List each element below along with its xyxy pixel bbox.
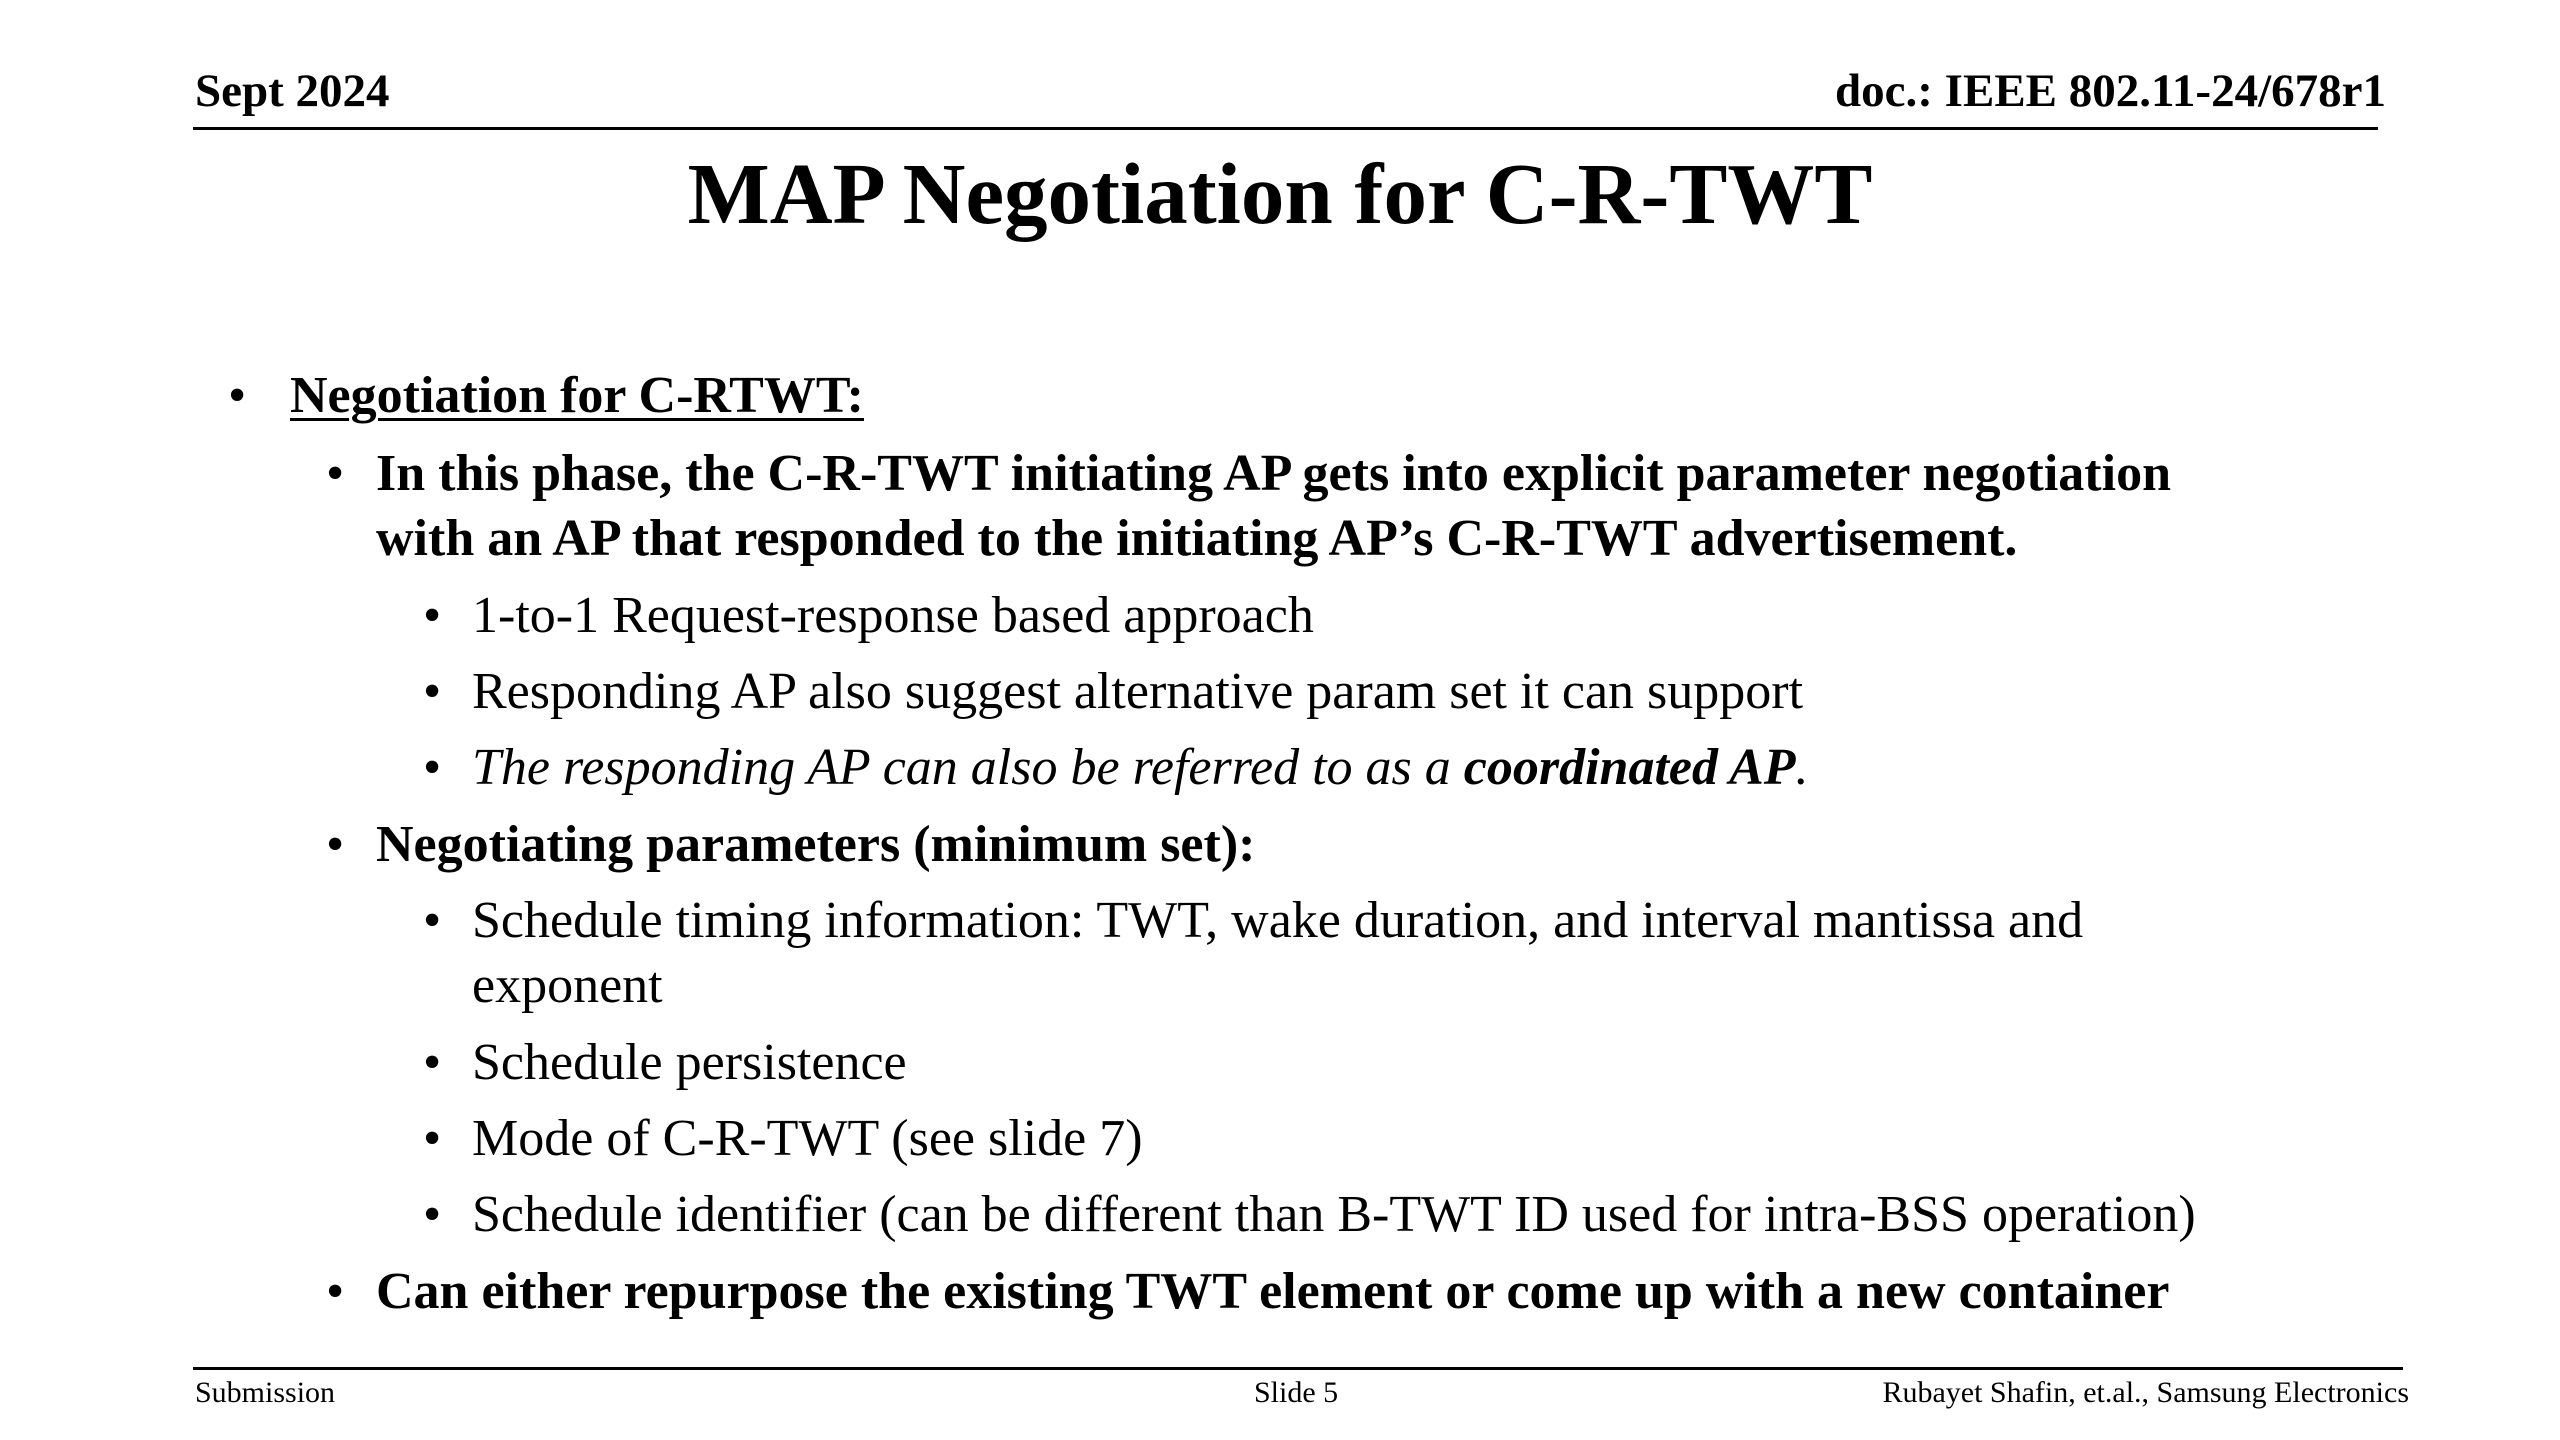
bullet-l3: • <box>423 892 442 949</box>
footer-author: Rubayet Shafin, et.al., Samsung Electronics <box>1882 1376 2409 1409</box>
header-date: Sept 2024 <box>195 65 390 117</box>
bullet-l3: • <box>423 1034 442 1091</box>
bullet-l3: • <box>423 1110 442 1167</box>
phase-point-1: 1-to-1 Request-response based approach <box>472 587 1314 644</box>
footer-submission: Submission <box>195 1376 336 1409</box>
closing-point: Can either repurpose the existing TWT element or come up with a new container <box>376 1263 2170 1320</box>
bullet-l2: • <box>326 816 345 873</box>
phase-point-3-end: . <box>1795 739 1809 796</box>
bullet-l1: • <box>228 367 247 424</box>
bullet-l3: • <box>423 587 442 644</box>
params-heading: Negotiating parameters (minimum set): <box>376 816 1256 873</box>
param-3: Mode of C-R-TWT (see slide 7) <box>472 1110 1143 1167</box>
phase-point-2: Responding AP also suggest alternative param set it can support <box>472 663 1804 720</box>
phase-intro-line1: In this phase, the C-R-TWT initiating AP gets into explicit parameter negotiation <box>376 445 2171 502</box>
param-4: Schedule identifier (can be different than B-TWT ID used for intra-BSS operation) <box>472 1186 2196 1243</box>
slide-title: MAP Negotiation for C-R-TWT <box>687 145 1873 242</box>
bullet-l2: • <box>326 1263 345 1320</box>
param-2: Schedule persistence <box>472 1034 907 1091</box>
phase-point-3 <box>472 735 1809 800</box>
bullet-l3: • <box>423 739 442 796</box>
bullet-l3: • <box>423 663 442 720</box>
footer-divider <box>193 1367 2403 1370</box>
footer-slide-number: Slide 5 <box>1254 1376 1339 1409</box>
param-1-line2: exponent <box>472 957 663 1014</box>
phase-point-3-text: The responding AP can also be referred to as a <box>472 739 1464 796</box>
phase-intro-line2: with an AP that responded to the initiating AP’s C-R-TWT advertisement. <box>376 510 2018 567</box>
section-heading: Negotiation for C-RTWT: <box>290 367 864 424</box>
phase-point-3-emphasis: coordinated AP <box>1463 739 1796 796</box>
bullet-l2: • <box>326 445 345 502</box>
bullet-l3: • <box>423 1186 442 1243</box>
header-doc-id: doc.: IEEE 802.11-24/678r1 <box>1835 65 2386 117</box>
param-1-line1: Schedule timing information: TWT, wake duration, and interval mantissa and <box>472 892 2084 949</box>
